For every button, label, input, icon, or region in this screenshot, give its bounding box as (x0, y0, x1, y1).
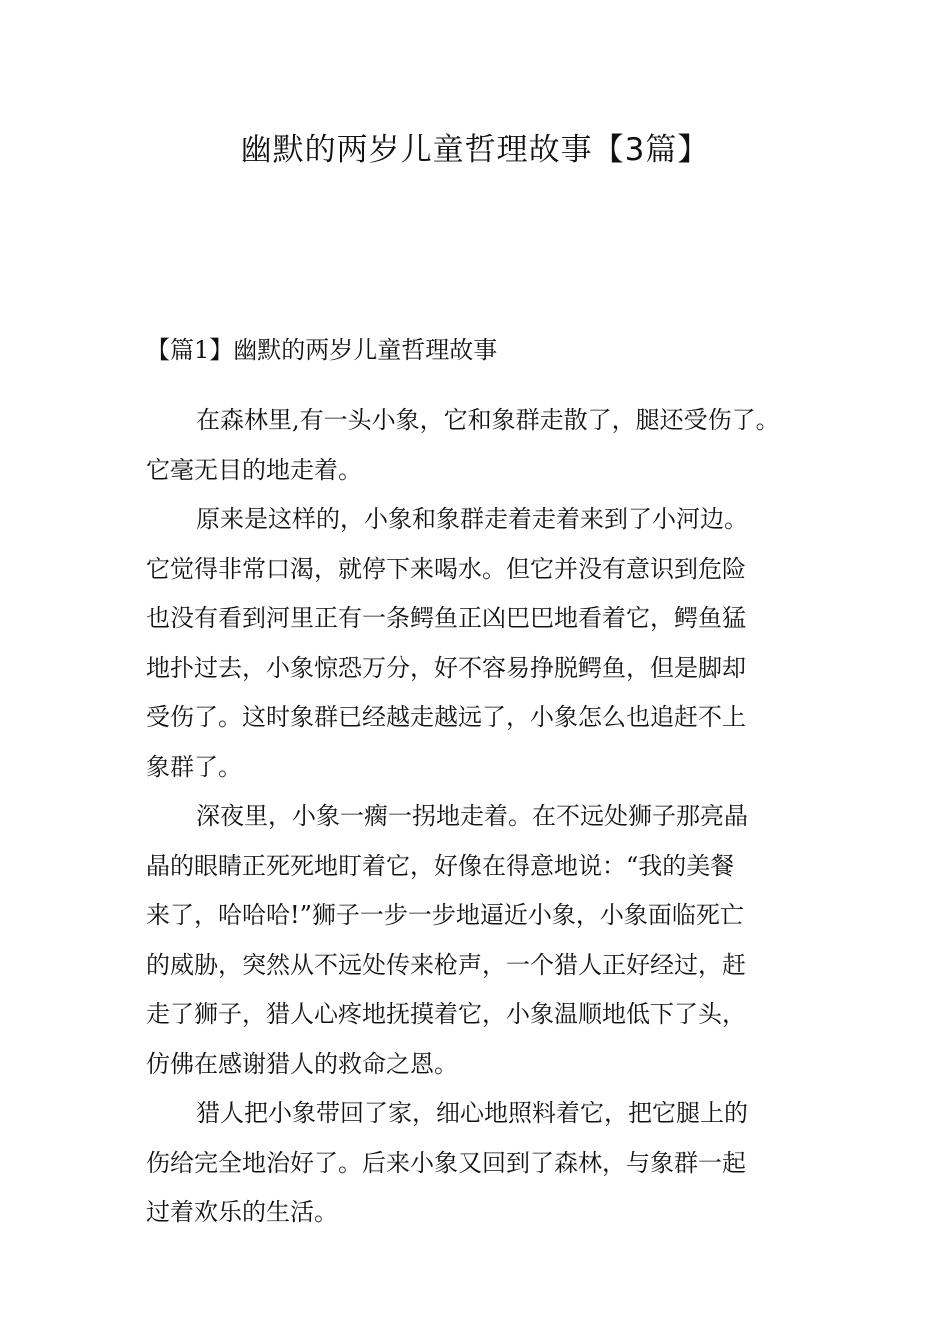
paragraph-line: 伤给完全地治好了。后来小象又回到了森林，与象群一起 (146, 1148, 746, 1177)
paragraph-line: 它毫无目的地走着。 (146, 455, 362, 484)
paragraph-4 (146, 1089, 826, 1238)
paragraph-line: 过着欢乐的生活。 (146, 1198, 338, 1226)
document-title: 幽默的两岁儿童哲理故事【3篇】 (240, 132, 710, 168)
paragraph-line: 的威胁，突然从不远处传来枪声，一个猎人正好经过，赶 (146, 950, 746, 979)
paragraph-line: 在森林里,有一头小象，它和象群走散了，腿还受伤了。 (196, 406, 780, 434)
paragraph-line: 地扑过去，小象惊恐万分，好不容易挣脱鳄鱼，但是脚却 (146, 653, 746, 682)
paragraph-line: 走了狮子，猎人心疼地抚摸着它，小象温顺地低下了头， (146, 1000, 746, 1028)
paragraph-line: 它觉得非常口渴，就停下来喝水。但它并没有意识到危险 (146, 554, 746, 583)
section-heading: 【篇1】幽默的两岁儿童哲理故事 (146, 336, 498, 364)
paragraph-line: 原来是这样的，小象和象群走着走着来到了小河边。 (196, 505, 748, 533)
paragraph-line: 象群了。 (146, 752, 242, 781)
heading-spacer (146, 370, 826, 396)
paragraph-line: 受伤了。这时象群已经越走越远了，小象怎么也追赶不上 (146, 703, 746, 731)
paragraph-line: 晶的眼睛正死死地盯着它，好像在得意地说：“我的美餐 (146, 851, 735, 880)
paragraph-line: 来了，哈哈哈!”狮子一步一步地逼近小象，小象面临死亡 (146, 901, 744, 929)
paragraph-line: 深夜里，小象一瘸一拐地走着。在不远处狮子那亮晶 (196, 802, 748, 830)
paragraph-3 (146, 792, 826, 1089)
paragraph-2 (146, 495, 826, 792)
document-body (146, 330, 826, 1238)
paragraph-line: 也没有看到河里正有一条鳄鱼正凶巴巴地看着它，鳄鱼猛 (146, 604, 746, 632)
paragraph-line: 猎人把小象带回了家，细心地照料着它，把它腿上的 (196, 1099, 748, 1127)
paragraph-1 (146, 396, 826, 495)
paragraph-line: 仿佛在感谢猎人的救命之恩。 (146, 1049, 458, 1078)
